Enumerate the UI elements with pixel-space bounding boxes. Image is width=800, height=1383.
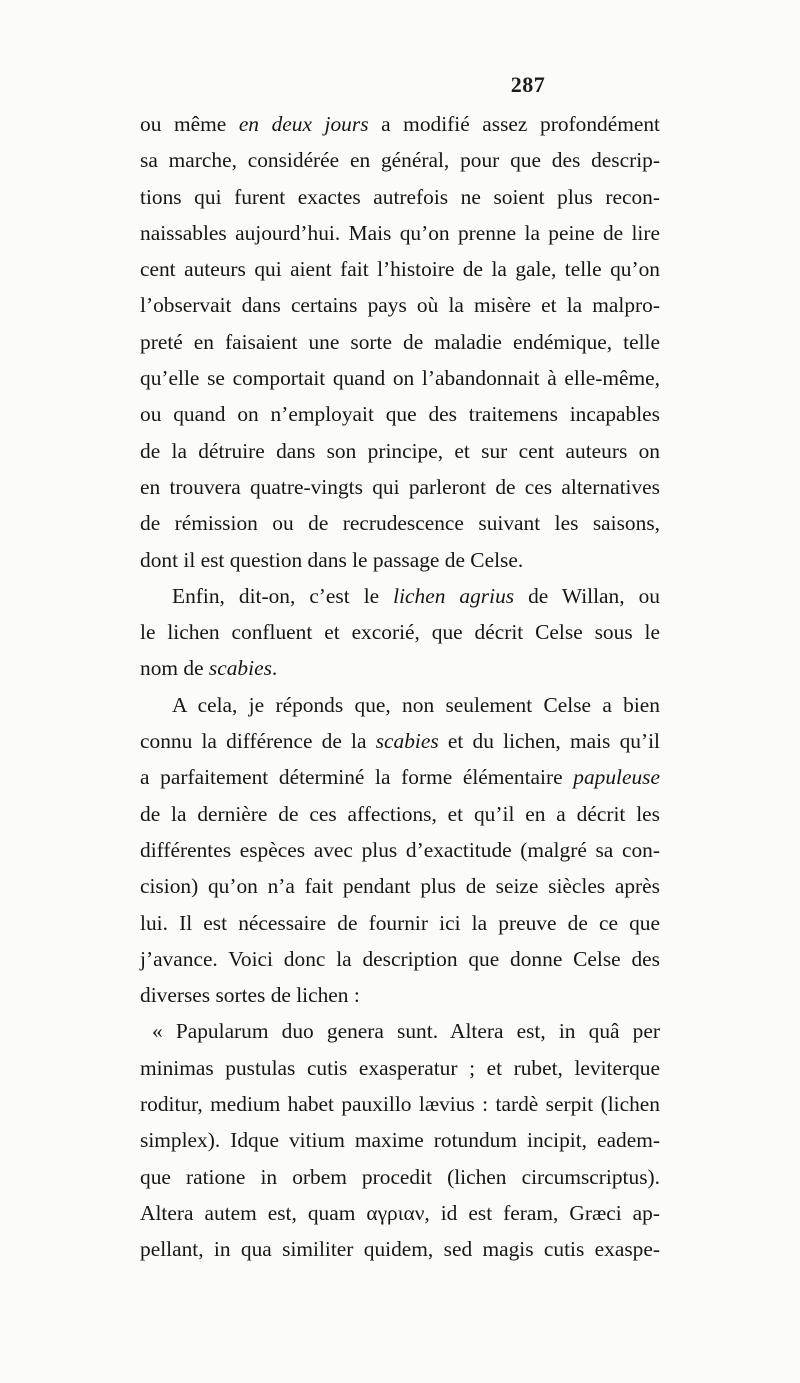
text-line bbox=[140, 1122, 660, 1158]
text-line bbox=[140, 179, 660, 215]
text-line bbox=[140, 542, 660, 578]
text-segment: Altera autem est, quam αγριαν, id est feram, Græci ap- bbox=[140, 1200, 660, 1225]
text-line bbox=[140, 1231, 660, 1267]
text-segment: pellant, in qua similiter quidem, sed magis cutis exaspe- bbox=[140, 1237, 660, 1262]
text-line bbox=[140, 1050, 660, 1086]
text-line bbox=[140, 759, 660, 795]
text-line bbox=[140, 1195, 660, 1231]
text-line bbox=[140, 614, 660, 650]
text-line bbox=[140, 324, 660, 360]
text-segment: de la détruire dans son principe, et sur cent auteurs on bbox=[140, 438, 660, 463]
text-segment: de Willan, ou bbox=[514, 583, 660, 608]
text-segment: de la dernière de ces affections, et qu’il en a décrit les bbox=[140, 801, 660, 826]
page-number-text: 287 bbox=[510, 72, 546, 97]
text-line bbox=[140, 832, 660, 868]
text-segment: le lichen confluent et excorié, que décrit Celse sous le bbox=[140, 620, 660, 645]
text-segment: . bbox=[271, 656, 278, 681]
text-line bbox=[140, 360, 660, 396]
text-line bbox=[140, 396, 660, 432]
text-line bbox=[140, 941, 660, 977]
text-segment: en trouvera quatre-vingts qui parleront de ces alternatives bbox=[140, 474, 660, 499]
text-line bbox=[140, 469, 660, 505]
text-line bbox=[140, 796, 660, 832]
text-segment: diverses sortes de lichen : bbox=[140, 983, 360, 1008]
text-segment: connu la différence de la bbox=[140, 729, 376, 754]
text-line bbox=[140, 905, 660, 941]
text-line bbox=[140, 687, 660, 723]
text-segment: Enfin, dit-on, c’est le bbox=[172, 583, 394, 608]
text-line bbox=[140, 505, 660, 541]
text-segment: roditur, medium habet pauxillo lævius : tardè serpit (lichen bbox=[140, 1092, 660, 1117]
text-segment: nom de bbox=[140, 656, 209, 681]
text-segment: que ratione in orbem procedit (lichen circumscriptus). bbox=[140, 1164, 660, 1189]
text-segment: ou quand on n’employait que des traitemens incapables bbox=[140, 402, 660, 427]
text-line bbox=[140, 433, 660, 469]
italic-text: scabies bbox=[208, 656, 272, 681]
text-line bbox=[140, 1013, 660, 1049]
text-line bbox=[140, 1086, 660, 1122]
text-segment: cision) qu’on n’a fait pendant plus de seize siècles après bbox=[140, 874, 660, 899]
text-line bbox=[140, 977, 660, 1013]
text-line bbox=[140, 142, 660, 178]
text-line bbox=[140, 1159, 660, 1195]
text-segment: dont il est question dans le passage de Celse. bbox=[140, 547, 524, 572]
text-segment: A cela, je réponds que, non seulement Celse a bien bbox=[172, 692, 660, 717]
italic-text: papuleuse bbox=[573, 765, 660, 790]
italic-text: en deux jours bbox=[238, 112, 369, 136]
italic-text: scabies bbox=[375, 729, 439, 754]
text-segment: cent auteurs qui aient fait l’histoire de la gale, telle qu’on bbox=[140, 257, 660, 282]
text-line bbox=[140, 578, 660, 614]
text-segment: lui. Il est nécessaire de fournir ici la preuve de ce que bbox=[140, 910, 660, 935]
text-segment: preté en faisaient une sorte de maladie endémique, telle bbox=[140, 329, 660, 354]
text-segment: sa marche, considérée en général, pour que des descrip- bbox=[140, 148, 660, 173]
text-line bbox=[140, 287, 660, 323]
text-segment: ou même bbox=[140, 112, 239, 136]
text-segment: qu’elle se comportait quand on l’abandonnait à elle-même, bbox=[140, 366, 660, 391]
text-line bbox=[140, 251, 660, 287]
text-line bbox=[140, 106, 660, 142]
text-line bbox=[140, 215, 660, 251]
text-segment: j’avance. Voici donc la description que donne Celse des bbox=[140, 946, 660, 971]
body-text bbox=[140, 106, 660, 1268]
text-line bbox=[140, 650, 660, 686]
text-line bbox=[140, 723, 660, 759]
text-segment: l’observait dans certains pays où la misère et la malpro- bbox=[140, 293, 660, 318]
text-segment: a modifié assez profondément bbox=[368, 112, 660, 136]
text-segment: différentes espèces avec plus d’exactitude (malgré sa con- bbox=[140, 837, 660, 862]
italic-text: lichen agrius bbox=[393, 583, 515, 608]
page-number bbox=[0, 72, 800, 98]
text-segment: simplex). Idque vitium maxime rotundum incipit, eadem- bbox=[140, 1128, 660, 1153]
text-segment: et du lichen, mais qu’il bbox=[438, 729, 660, 754]
text-segment: « Papularum duo genera sunt. Altera est, in quâ per bbox=[152, 1019, 660, 1044]
text-line bbox=[140, 868, 660, 904]
text-segment: tions qui furent exactes autrefois ne soient plus recon- bbox=[140, 184, 660, 209]
text-segment: minimas pustulas cutis exasperatur ; et rubet, leviterque bbox=[140, 1055, 660, 1080]
text-segment: naissables aujourd’hui. Mais qu’on prenne la peine de lire bbox=[140, 220, 660, 245]
text-segment: de rémission ou de recrudescence suivant les saisons, bbox=[140, 511, 660, 536]
text-segment: a parfaitement déterminé la forme élémentaire bbox=[140, 765, 574, 790]
